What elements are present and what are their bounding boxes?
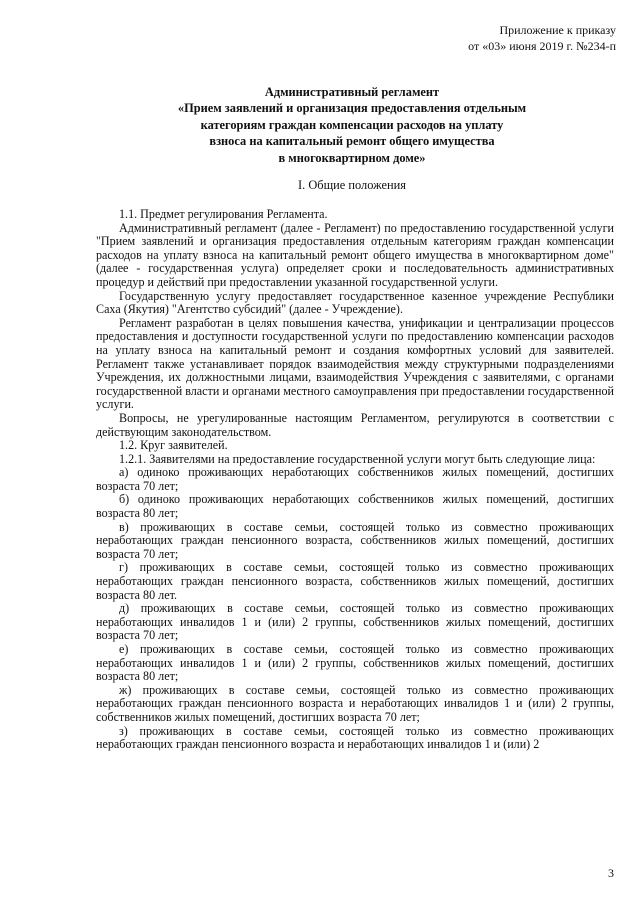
- title-line-5: в многоквартирном доме»: [278, 150, 426, 165]
- list-item-b: б) одиноко проживающих неработающих собственников жилых помещений, достигших возраста 80 лет;: [96, 492, 614, 521]
- paragraph-service-provider: Государственную услугу предоставляет государственное казенное учреждение Республики Саха (Якутия) "Агентство субсидий" (далее - Учреждение).: [96, 288, 614, 317]
- paragraph-regulation-purpose: Регламент разработан в целях повышения качества, унификации и централизации процессов предоставления и доступности государственной услуги по предоставлению компенсации расходов на уплату взноса на капитальный ремонт и создания комфортных условий для заявителей. Регламент также устанавливает порядок взаимодействия между структурными подразделениями Учреждения, их должностными лицами, взаимодействия Учреждения с заявителями, с органами государственной власти и органами местного самоуправления при предоставлении государственной услуги.: [96, 315, 614, 412]
- document-title: [96, 84, 608, 166]
- annex-line-1: Приложение к приказу: [499, 23, 616, 37]
- body-text: [96, 208, 614, 752]
- list-item-g: г) проживающих в составе семьи, состоящей только из совместно проживающих неработающих граждан пенсионного возраста, собственников жилых помещений, достигших возраста 80 лет.: [96, 560, 614, 602]
- list-item-z: з) проживающих в составе семьи, состоящей только из совместно проживающих неработающих граждан пенсионного возраста и неработающих инвалидов 1 и (или) 2: [96, 723, 614, 752]
- list-item-v: в) проживающих в составе семьи, состоящей только из совместно проживающих неработающих граждан пенсионного возраста, собственников жилых помещений, достигших возраста 70 лет;: [96, 519, 614, 561]
- list-item-a: а) одиноко проживающих неработающих собственников жилых помещений, достигших возраста 70 лет;: [96, 465, 614, 493]
- paragraph-subject-heading: 1.1. Предмет регулирования Регламента.: [119, 207, 328, 221]
- paragraph-applicants-intro: 1.2.1. Заявителями на предоставление государственной услуги могут быть следующие лица:: [119, 451, 596, 466]
- paragraph-applicants-heading: 1.2. Круг заявителей.: [119, 438, 228, 453]
- annex-reference: [468, 22, 616, 54]
- paragraph-regulation-definition: Административный регламент (далее - Регламент) по предоставлению государственной услуги "Прием заявлений и организация предоставления отдельным категориям граждан компенсации расходов на уплату взноса на капитальный ремонт общего имущества в многоквартирном доме" (далее - государственная услуга) определяет сроки и последовательность административных процедур и действий при предоставлении указанной государственной услуги.: [96, 220, 614, 289]
- list-item-e: е) проживающих в составе семьи, состоящей только из совместно проживающих неработающих инвалидов 1 и (или) 2 группы, собственников жилых помещений, достигших возраста 80 лет;: [96, 642, 614, 684]
- title-line-3: категориям граждан компенсации расходов на уплату: [200, 117, 504, 132]
- annex-line-2: от «03» июня 2019 г. №234-п: [468, 39, 616, 53]
- list-item-d: д) проживающих в составе семьи, состоящей только из совместно проживающих неработающих инвалидов 1 и (или) 2 группы, собственников жилых помещений, достигших возраста 70 лет;: [96, 601, 614, 643]
- title-line-4: взноса на капитальный ремонт общего имущества: [209, 134, 495, 149]
- title-line-1: Административный регламент: [264, 85, 440, 99]
- section-heading: I. Общие положения: [298, 178, 406, 192]
- list-item-zh: ж) проживающих в составе семьи, состоящей только из совместно проживающих неработающих граждан пенсионного возраста и неработающих инвалидов 1 и (или) 2 группы, собственников жилых помещений, достигших возраста 70 лет;: [96, 682, 614, 724]
- title-line-2: «Прием заявлений и организация предоставления отдельным: [177, 101, 527, 116]
- page-number: 3: [608, 866, 614, 880]
- paragraph-unregulated-questions: Вопросы, не урегулированные настоящим Регламентом, регулируются в соответствии с действующим законодательством.: [96, 410, 614, 439]
